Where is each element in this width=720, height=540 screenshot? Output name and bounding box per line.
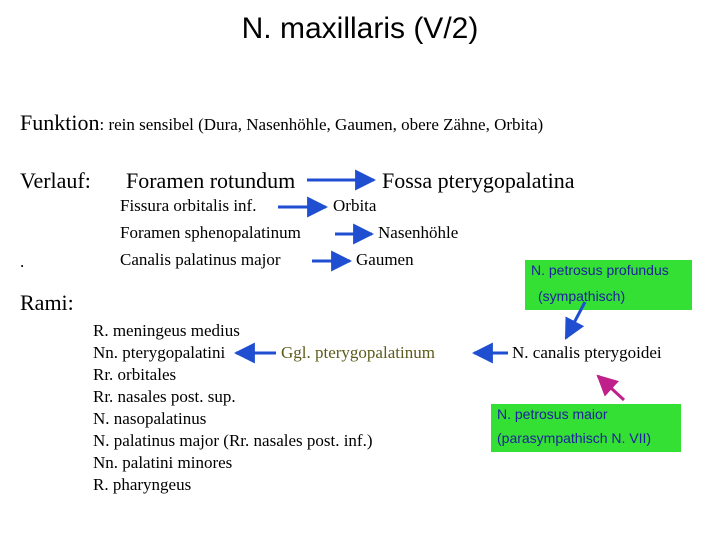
arrow-profundus-canalis <box>566 302 585 338</box>
funktion-label: Funktion <box>20 110 100 135</box>
arrow-maior-canalis <box>598 376 624 400</box>
verlauf-row-left: Canalis palatinus major <box>120 250 281 269</box>
rami-item: Nn. palatini minores <box>93 453 233 472</box>
verlauf-row-right: Gaumen <box>356 250 414 269</box>
verlauf-label: Verlauf: <box>20 168 91 193</box>
rami-item: N. palatinus major (Rr. nasales post. inf.) <box>93 431 373 450</box>
ganglion-label: Ggl. pterygopalatinum <box>281 343 435 362</box>
dot-marker: . <box>20 252 25 271</box>
rami-label: Rami: <box>20 290 74 315</box>
funktion-text: : rein sensibel (Dura, Nasenhöhle, Gaumen, obere Zähne, Orbita) <box>99 115 544 134</box>
petrosus-maior-line1: N. petrosus maior <box>497 406 608 422</box>
petrosus-maior-line2: (parasympathisch N. VII) <box>497 430 652 446</box>
rami-item: Rr. orbitales <box>93 365 177 384</box>
verlauf-row-right: Orbita <box>333 196 377 215</box>
verlauf-row-left: Foramen sphenopalatinum <box>120 223 301 242</box>
page-title: N. maxillaris (V/2) <box>241 12 479 45</box>
rami-item: Nn. pterygopalatini <box>93 343 226 362</box>
verlauf-row-left: Fissura orbitalis inf. <box>120 196 257 215</box>
rami-item: R. meningeus medius <box>93 321 240 340</box>
verlauf-start: Foramen rotundum <box>126 168 296 193</box>
verlauf-row-right: Nasenhöhle <box>378 223 459 242</box>
rami-item: N. nasopalatinus <box>93 409 207 428</box>
rami-item: R. pharyngeus <box>93 475 192 494</box>
rami-item: Rr. nasales post. sup. <box>93 387 236 406</box>
petrosus-profundus-line1: N. petrosus profundus <box>531 262 669 278</box>
petrosus-profundus-line2: (sympathisch) <box>538 288 626 304</box>
verlauf-end: Fossa pterygopalatina <box>382 168 575 193</box>
canalis-label: N. canalis pterygoidei <box>512 343 662 362</box>
